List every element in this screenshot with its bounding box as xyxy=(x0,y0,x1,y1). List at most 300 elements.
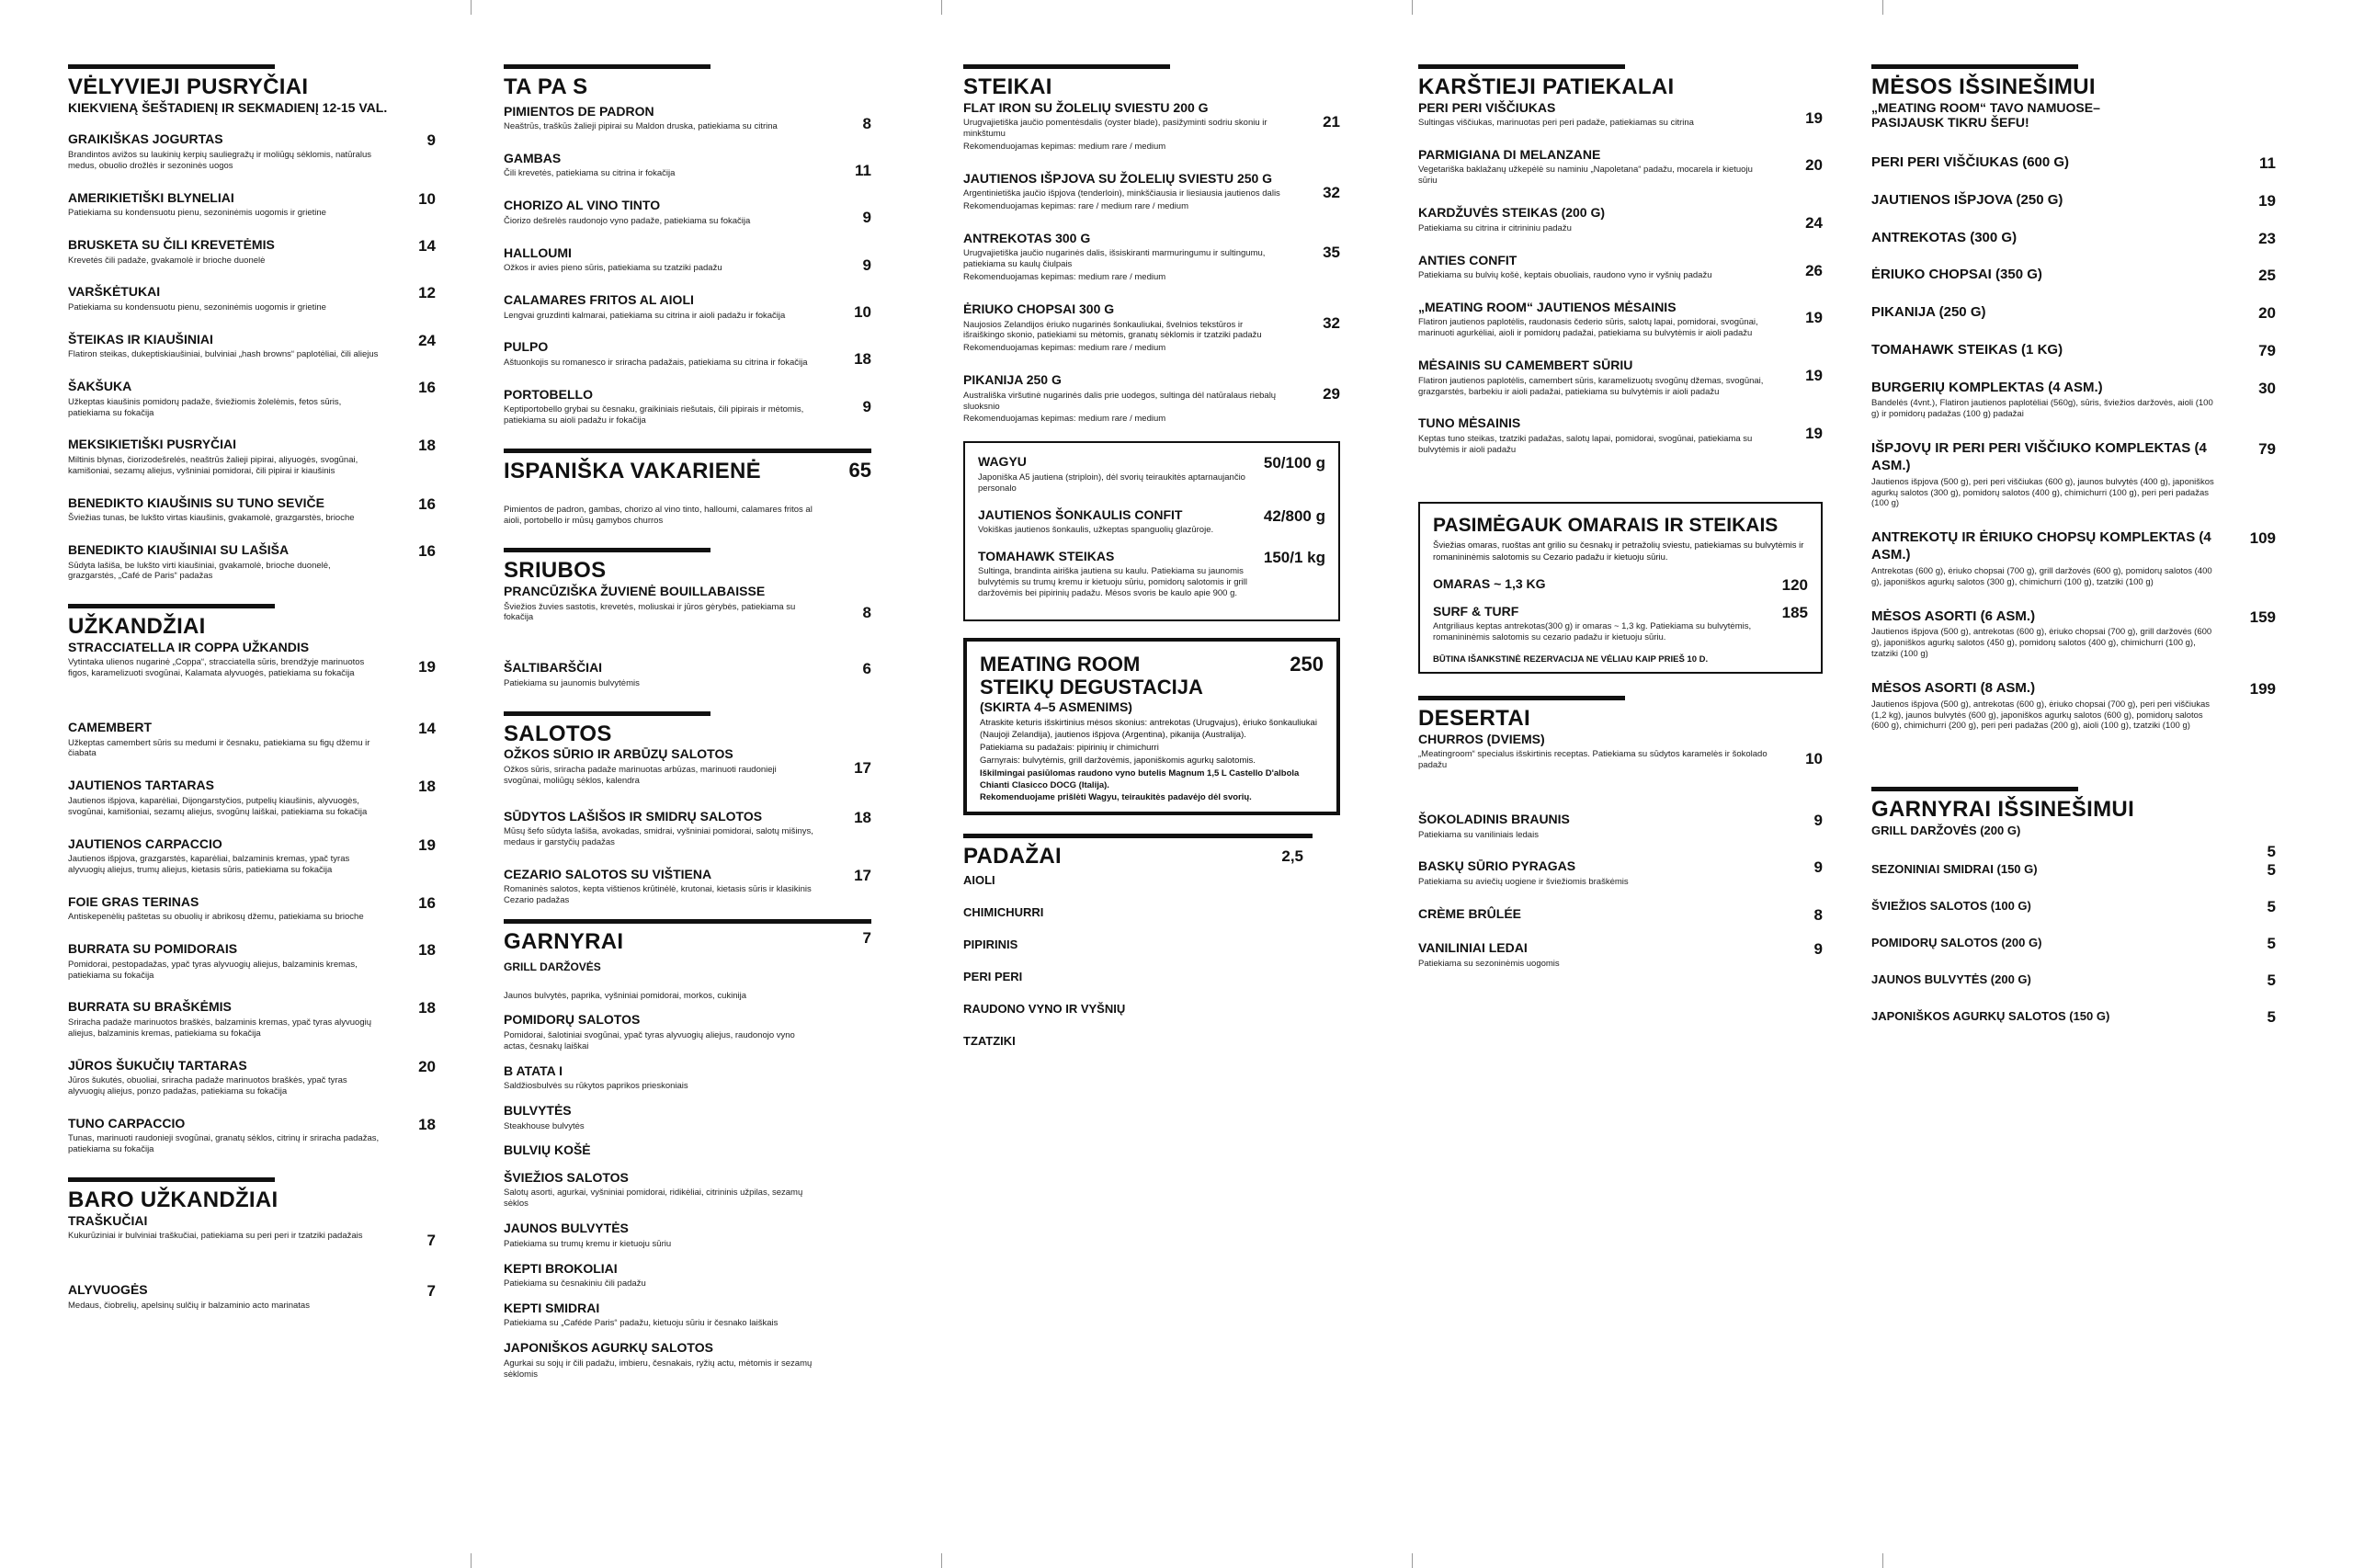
item-description: Patiekiama su sezoninėmis uogomis xyxy=(1418,958,1560,969)
section-divider xyxy=(1418,696,1625,700)
premium-steaks-list xyxy=(978,454,1325,599)
item-name: BULVYTĖS xyxy=(504,1103,572,1119)
item-price: 16 xyxy=(418,542,436,561)
item-description: Bandelės (4vnt.), Flatiron jautienos paplotėliai (560g), sūris, šviežios daržovės, aioli (100 g) ir pomidorų padažas (100 g) padažai xyxy=(1871,398,2213,420)
menu-item xyxy=(504,459,871,526)
menu-item xyxy=(68,131,436,171)
section-title: SALOTOS xyxy=(504,721,612,746)
item-name: PIKANIJA (250 G) xyxy=(1871,304,1986,321)
menu-item xyxy=(68,999,436,1039)
section-salads xyxy=(504,711,871,906)
tasting-header xyxy=(980,653,1324,699)
item-price: 18 xyxy=(418,437,436,455)
menu-item xyxy=(68,894,436,923)
section-divider xyxy=(504,449,871,453)
item-price: 18 xyxy=(418,941,436,960)
item-price: 19 xyxy=(418,835,436,854)
section-brunch xyxy=(68,64,436,582)
item-name: VANILINIAI LEDAI xyxy=(1418,940,1528,956)
menu-item xyxy=(1871,304,2276,322)
section-sides xyxy=(504,919,871,1381)
item-price: 24 xyxy=(418,331,436,349)
section-divider xyxy=(1871,787,2078,791)
item-price: 159 xyxy=(2249,608,2276,626)
section-divider xyxy=(504,64,710,69)
menu-item xyxy=(1871,342,2276,359)
item-description: Romaninės salotos, kepta vištienos krūtinėlė, krutonai, kietasis sūris ir klasikinis Cezario padažas xyxy=(504,884,812,906)
tasting-text: Patiekiama su padažais: pipirinių ir chimichurri xyxy=(980,743,1159,754)
desserts-list xyxy=(1418,812,1823,970)
item-price: 2,5 xyxy=(1281,847,1303,866)
item-description: Lengvai gruzdinti kalmarai, patiekiama su citrina ir aioli padažu ir fokačija xyxy=(504,310,786,321)
item-name: ŠALTIBARŠČIAI xyxy=(504,660,603,676)
item-name: OMARAS ~ 1,3 KG xyxy=(1433,576,1546,592)
item-price: 26 xyxy=(1805,261,1823,279)
item-name: ŠVIEŽIOS SALOTOS (100 G) xyxy=(1871,898,2031,913)
item-price: 7 xyxy=(426,1282,436,1301)
item-description: Medaus, čiobrelių, apelsinų sulčių ir balzaminio acto marinatas xyxy=(68,1300,310,1311)
item-name: AMERIKIETIŠKI BLYNELIAI xyxy=(68,189,234,205)
menu-item xyxy=(1433,576,1808,593)
section-spanish-dinner xyxy=(504,449,871,526)
section-desserts xyxy=(1418,696,1823,969)
item-name: GRILL DARŽOVĖS xyxy=(504,960,601,973)
menu-item xyxy=(1871,154,2276,172)
menu-item xyxy=(1871,440,2276,509)
item-price: 14 xyxy=(418,720,436,738)
item-description: Jautienos išpjova, grazgarstės, kaparėliai, balzaminis kremas, ypač tyras alyvuogių aliejus, trumų aliejus, kietasis sūris, patiekiama su fokačija xyxy=(68,854,350,875)
sauce-item: RAUDONO VYNO IR VYŠNIŲ xyxy=(963,1001,1126,1016)
item-description: Patiekiama su česnakiniu čili padažu xyxy=(504,1278,646,1290)
item-name: CAMEMBERT xyxy=(68,720,152,735)
item-price: 8 xyxy=(862,114,871,132)
item-name: ALYVUOGĖS xyxy=(68,1282,148,1298)
item-cooking: Rekomenduojamas kepimas: medium rare / medium xyxy=(963,272,1166,283)
salads-list xyxy=(504,809,871,907)
item-name: JAUTIENOS IŠPJOVA (250 G) xyxy=(1871,191,2063,208)
menu-item xyxy=(68,1116,436,1155)
item-price: 5 xyxy=(2267,934,2276,952)
item-name: WAGYU xyxy=(978,454,1027,470)
menu-item xyxy=(68,332,436,360)
item-name: ANTIES CONFIT xyxy=(1418,252,1518,267)
item-name: BENEDIKTO KIAUŠINIAI SU LAŠIŠA xyxy=(68,542,290,558)
item-cooking: Rekomenduojamas kepimas: medium rare / medium xyxy=(963,343,1166,354)
item-name: IŠPJOVŲ IR PERI PERI VIŠČIUKO KOMPLEKTAS (4 ASM.) xyxy=(1871,440,2207,473)
item-name: PIKANIJA 250 G xyxy=(963,372,1062,388)
item-price: 32 xyxy=(1323,183,1340,201)
item-description: Mūsų šefo sūdyta lašiša, avokadas, smidrai, vyšniniai pomidorai, salotų mišinys, medaus ir garstyčių padažas xyxy=(504,826,813,847)
menu-item xyxy=(504,151,871,179)
item-price: 5 xyxy=(2267,842,2276,860)
item-name: BENEDIKTO KIAUŠINIS SU TUNO SEVIČE xyxy=(68,494,325,510)
item-name: SŪDYTOS LAŠIŠOS IR SMIDRŲ SALOTOS xyxy=(504,808,763,824)
item-name: KEPTI SMIDRAI xyxy=(504,1300,600,1315)
item-description: Patiekiama su „Caféde Paris“ padažu, kietuoju sūriu ir česnako laiškais xyxy=(504,1318,779,1329)
menu-item xyxy=(1418,100,1823,129)
section-title: VĖLYVIEJI PUSRYČIAI xyxy=(68,74,309,99)
menu-item xyxy=(504,1301,871,1329)
item-description: Jautienos išpjova, kaparėliai, Dijongarstyčios, putpelių kiaušinis, alyvuogės, svogūnai, kamišoniai, sezamų aliejus, svogūnų laiškai, patiekiama su fokačija xyxy=(68,795,368,817)
menu-item xyxy=(963,301,1340,354)
item-price: 18 xyxy=(854,808,871,826)
tasting-title: MEATING ROOM xyxy=(980,653,1141,676)
item-price: 9 xyxy=(426,131,436,150)
section-divider xyxy=(504,548,710,552)
item-name: BURGERIŲ KOMPLEKTAS (4 ASM.) xyxy=(1871,379,2103,395)
crop-mark xyxy=(471,0,472,15)
item-name: MĖSOS ASORTI (8 ASM.) xyxy=(1871,679,2036,696)
item-name: HALLOUMI xyxy=(504,244,572,260)
item-name: ANTREKOTAS (300 G) xyxy=(1871,229,2018,245)
item-name: BRUSKETA SU ČILI KREVETĖMIS xyxy=(68,237,275,253)
menu-item xyxy=(68,778,436,817)
item-description: Kukurūziniai ir bulviniai traškučiai, patiekiama su peri peri ir tzatziki padažais xyxy=(68,1231,363,1242)
item-price: 35 xyxy=(1323,243,1340,261)
section-title: PADAŽAI xyxy=(963,844,1062,869)
item-price: 18 xyxy=(418,778,436,796)
menu-item xyxy=(504,245,871,274)
item-description: Jautienos išpjova (500 g), antrekotas (600 g), ėriuko chopsai (700 g), grill daržovės (600 g), japoniškos agurkų salotos (450 g), pomidorų salotos (400 g), chimichurri (100 g), tzatziki (100 g) xyxy=(1871,627,2212,660)
section-divider xyxy=(1418,64,1625,69)
section-title: KARŠTIEJI PATIEKALAI xyxy=(1418,74,1675,99)
menu-item xyxy=(504,387,871,426)
item-price: 5 xyxy=(2267,971,2276,989)
item-name: CHURROS (DVIEMS) xyxy=(1418,731,1545,746)
menu-item xyxy=(963,100,1340,153)
menu-item xyxy=(963,844,1340,869)
menu-item xyxy=(68,1212,436,1249)
section-divider xyxy=(504,919,871,924)
item-name: JAUTIENOS TARTARAS xyxy=(68,778,214,793)
section-title: STEIKAI xyxy=(963,74,1052,99)
menu-item xyxy=(504,1012,871,1051)
item-name: JAUTIENOS IŠPJOVA SU ŽOLELIŲ SVIESTU 250 G xyxy=(963,170,1273,186)
item-description: Krevetės čili padaže, gvakamolė ir brioche duonelė xyxy=(68,255,266,266)
item-name: SURF & TURF xyxy=(1433,603,1519,619)
item-price: 10 xyxy=(854,303,871,322)
crop-mark xyxy=(1882,0,1883,15)
column-4 xyxy=(1418,64,1823,992)
menu-item xyxy=(1418,812,1823,840)
item-name: ANTREKOTŲ IR ĖRIUKO CHOPSŲ KOMPLEKTAS (4 ASM.) xyxy=(1871,529,2211,563)
item-name: TOMAHAWK STEIKAS (1 KG) xyxy=(1871,341,2063,358)
item-name: POMIDORŲ SALOTOS (200 G) xyxy=(1871,935,2042,949)
item-description: Naujosios Zelandijos ėriuko nugarinės šonkauliukai, švelnios tekstūros ir išraiškingo skonio, patiekiami su mėtomis, granatų sėklomis ir tzatziki padažu xyxy=(963,319,1262,341)
item-description: Patiekiama su bulvių košė, keptais obuoliais, raudono vyno ir vyšnių padažu xyxy=(1418,270,1712,281)
menu-item xyxy=(68,237,436,266)
item-description: Pomidorai, pestopadažas, ypač tyras alyvuogių aliejus, balzaminis kremas, patiekiama su fokačija xyxy=(68,959,358,981)
item-price: 18 xyxy=(418,999,436,1017)
takeaway-sides-list xyxy=(1871,860,2276,1026)
tasting-subtitle: (SKIRTA 4–5 ASMENIMS) xyxy=(980,699,1132,714)
section-title: MĖSOS IŠSINEŠIMUI xyxy=(1871,74,2096,99)
item-price: 14 xyxy=(418,237,436,256)
section-title: DESERTAI xyxy=(1418,706,1530,732)
item-price: 11 xyxy=(855,161,871,179)
section-bar-snacks xyxy=(68,1177,436,1311)
item-price: 9 xyxy=(862,256,871,274)
item-price: 10 xyxy=(1805,749,1823,767)
menu-item xyxy=(68,1282,436,1311)
menu-item xyxy=(504,1103,871,1131)
section-title: SRIUBOS xyxy=(504,558,607,584)
item-price: 185 xyxy=(1781,603,1808,621)
menu-item xyxy=(978,454,1325,494)
item-description: Sultinga, brandinta airiška jautiena su kaulu. Patiekiama su jaunomis bulvytėmis su trumų kremu ir kietuoju sūriu, pomidorų salotomis ir grill daržovėmis bei pipirinių padažu. Mėsos svoris be kaulo apie 900 g. xyxy=(978,566,1248,599)
menu-item xyxy=(68,720,436,759)
menu-item xyxy=(504,1340,871,1380)
item-description: Ožkos ir avies pieno sūris, patiekiama su tzatziki padažu xyxy=(504,263,722,274)
section-snacks xyxy=(68,604,436,1155)
item-cooking: Rekomenduojamas kepimas: rare / medium rare / medium xyxy=(963,201,1188,212)
section-subtitle: KIEKVIENĄ ŠEŠTADIENĮ IR SEKMADIENĮ 12-15 VAL. xyxy=(68,99,388,115)
column-3 xyxy=(963,64,1340,1070)
item-name: CEZARIO SALOTOS SU VIŠTIENA xyxy=(504,866,712,881)
item-name: ANTREKOTAS 300 G xyxy=(963,230,1091,245)
section-hot-dishes xyxy=(1418,64,1823,456)
tasting-text: Iškilmingai pasiūlomas raudono vyno butelis Magnum 1,5 L Castello D'albola Chianti Clasicco DOCG (Italija). xyxy=(980,767,1300,790)
item-description: Čiorizo dešrelės raudonojo vyno padaže, patiekiama su fokačija xyxy=(504,215,751,226)
item-price: 9 xyxy=(862,397,871,415)
menu-item xyxy=(504,1261,871,1290)
section-subtitle: „MEATING ROOM“ TAVO NAMUOSE– xyxy=(1871,99,2100,115)
menu-item xyxy=(504,1142,871,1159)
item-name: „MEATING ROOM“ JAUTIENOS MĖSAINIS xyxy=(1418,299,1677,314)
item-description: Antrekotas (600 g), ėriuko chopsai (700 g), grill daržovės (600 g), pomidorų salotos (400 g), japoniškos agurkų salotos (300 g), chimichurri (100 g), tzatziki (100 g) xyxy=(1871,565,2212,587)
item-description: Keptiportobello grybai su česnaku, graikiniais riešutais, čili pipirais ir mėtomis, patiekiama su aioli padažu ir fokačija xyxy=(504,404,804,426)
takeaway-list xyxy=(1871,154,2276,732)
sauce-item: TZATZIKI xyxy=(963,1033,1016,1048)
menu-item xyxy=(68,437,436,476)
sauce-item: PERI PERI xyxy=(963,969,1023,983)
item-name: PERI PERI VIŠČIUKAS xyxy=(1418,99,1556,115)
item-price: 19 xyxy=(2258,191,2276,210)
item-price: 29 xyxy=(1323,385,1340,403)
item-price: 150/1 kg xyxy=(1263,548,1325,566)
item-name: PIMIENTOS DE PADRON xyxy=(504,103,654,119)
item-description: Japoniška A5 jautiena (striploin), dėl svorių teiraukitės aptarnaujančio personalo xyxy=(978,472,1245,494)
item-description: Patiekiama su kondensuotu pienu, sezoninėmis uogomis ir grietine xyxy=(68,208,326,219)
menu-item xyxy=(1871,529,2276,587)
section-divider xyxy=(504,711,710,716)
item-name: JAUTIENOS ŠONKAULIS CONFIT xyxy=(978,506,1183,522)
section-tapas xyxy=(504,64,871,426)
item-description: Antgriliaus keptas antrekotas(300 g) ir omaras ~ 1,3 kg. Patiekiama su bulvytėmis, romanininėmis salotomis su cezario padažu ir kietuoju sūriu. xyxy=(1433,621,1752,643)
menu-item xyxy=(1871,267,2276,284)
menu-item xyxy=(1418,858,1823,887)
menu-item xyxy=(1418,906,1823,923)
item-name: BASKŲ SŪRIO PYRAGAS xyxy=(1418,858,1576,874)
item-description: Agurkai su sojų ir čili padažu, imbieru, česnakais, ryžių actu, mėtomis ir sezamų sėklomis xyxy=(504,1358,813,1380)
item-cooking: Rekomenduojamas kepimas: medium rare / medium xyxy=(963,414,1166,425)
item-price: 9 xyxy=(862,209,871,227)
item-description: Flatiron jautienos paplotėlis, camembert sūris, karamelizuotų svogūnų džemas, svogūnai, grazgarstės, barbekiu ir aioli padažai, patiekiama su bulvytėmis ir aioli padažu xyxy=(1418,375,1764,397)
item-name: ŠVIEŽIOS SALOTOS xyxy=(504,1169,629,1185)
item-price: 19 xyxy=(1805,367,1823,385)
item-description: Jaunos bulvytės, paprika, vyšniniai pomidorai, morkos, cukinija xyxy=(504,990,747,1001)
menu-item xyxy=(504,198,871,226)
menu-item xyxy=(1433,604,1808,643)
item-description: Saldžiosbulvės su rūkytos paprikos prieskoniais xyxy=(504,1081,688,1092)
tapas-list xyxy=(504,104,871,427)
item-description: Neaštrūs, traškūs žalieji pipirai su Maldon druska, patiekiama su citrina xyxy=(504,121,778,132)
menu-item xyxy=(1871,192,2276,210)
crop-mark xyxy=(1412,1553,1413,1568)
item-description: Flatiron steikas, dukeptiskiaušiniai, bulviniai „hash browns“ paplotėliai, čili aliejus xyxy=(68,349,379,360)
item-description: Argentinietiška jaučio išpjova (tenderloin), minkščiausia ir liesiausia jautienos dalis xyxy=(963,188,1280,199)
menu-item xyxy=(504,339,871,368)
crop-mark xyxy=(1882,1553,1883,1568)
item-price: 8 xyxy=(1813,905,1823,924)
section-title: GARNYRAI xyxy=(504,929,624,954)
item-description: Tunas, marinuoti raudonieji svogūnai, granatų sėklos, citrinų ir sriracha padažas, patiekiama su fokačija xyxy=(68,1133,380,1155)
item-description: Urugvajietiška jaučio nugarinės dalis, išsiskiranti marmuringumu ir sultingumu, patiekiama su kaulų čiulpais xyxy=(963,248,1266,270)
section-subtitle: PASIJAUSK TIKRU ŠEFU! xyxy=(1871,115,2029,131)
item-name: TUNO MĖSAINIS xyxy=(1418,415,1521,431)
item-name: STRACCIATELLA IR COPPA UŽKANDIS xyxy=(68,639,310,654)
item-description: Sriracha padaže marinuotos braškės, balzaminis kremas, ypač tyras alyvuogių aliejus, balzaminis kremas, patiekiama su fokačija xyxy=(68,1017,372,1039)
crop-mark xyxy=(941,1553,942,1568)
item-price: 10 xyxy=(418,189,436,208)
item-name: BURRATA SU BRAŠKĖMIS xyxy=(68,999,232,1015)
item-price: 16 xyxy=(418,379,436,397)
section-soups xyxy=(504,548,871,688)
lobster-description: Šviežias omaras, ruoštas ant grilio su česnakų ir petražolių sviestu, patiekiamas su bulvytėmis ir romanininėmis salotomis su Cezario padažu ir kietuoju sūriu. xyxy=(1433,540,1804,562)
tasting-text: Garnyrais: bulvytėmis, grill daržovėmis, japoniškomis agurkų salotomis. xyxy=(980,755,1256,766)
tasting-text: Atraskite keturis išskirtinius mėsos skonius: antrekotas (Urugvajus), ėriuko šonkauliukai (Naujoji Zelandija), jautienos išpjova (Argentina), pikanija (Australija). xyxy=(980,718,1317,741)
item-name: CALAMARES FRITOS AL AIOLI xyxy=(504,292,694,308)
menu-item xyxy=(504,660,871,688)
tasting-text: Rekomenduojame prišlėti Wagyu, teiraukitės padavėjo dėl svorių. xyxy=(980,792,1252,803)
item-description: Ožkos sūris, sriracha padaže marinuotas arbūzas, marinuoti raudonieji svogūnai, moliūgų sėklos, kalendra xyxy=(504,764,777,786)
item-name: PORTOBELLO xyxy=(504,386,593,402)
snacks-list xyxy=(68,720,436,1155)
menu-item xyxy=(1871,380,2276,421)
item-description: Patiekiama su aviečių uogiene ir šviežiomis braškėmis xyxy=(1418,876,1629,887)
item-cooking: Rekomenduojamas kepimas: medium rare / medium xyxy=(963,141,1166,152)
item-price: 9 xyxy=(1813,940,1823,959)
menu-item xyxy=(68,284,436,312)
section-title: GARNYRAI IŠSINEŠIMUI xyxy=(1871,797,2135,823)
tasting-box xyxy=(963,638,1340,815)
menu-item xyxy=(1418,300,1823,339)
item-price: 7 xyxy=(862,929,871,947)
menu-item xyxy=(1871,860,2276,879)
section-title: TA PA S xyxy=(504,74,588,99)
item-description: Aštuonkojis su romanesco ir sriracha padažais, patiekiama su citrina ir fokačija xyxy=(504,357,808,368)
menu-item xyxy=(68,379,436,418)
item-description: Patiekiama su trumų kremu ir kietuoju sūriu xyxy=(504,1238,672,1249)
menu-item xyxy=(1871,1007,2276,1026)
item-price: 9 xyxy=(1813,858,1823,877)
item-name: JAPONIŠKOS AGURKŲ SALOTOS xyxy=(504,1340,713,1356)
menu-item xyxy=(1871,934,2276,952)
item-name: BURRATA SU POMIDORAIS xyxy=(68,941,238,957)
item-description: Patiekiama su jaunomis bulvytėmis xyxy=(504,677,640,688)
item-description: Užkeptas camembert sūris su medumi ir česnaku, patiekiama su figų džemu ir čiabata xyxy=(68,737,370,759)
item-name: SEZONINIAI SMIDRAI (150 G) xyxy=(1871,861,2038,876)
item-description: Antiskepenėlių paštetas su obuolių ir abrikosų džemu, patiekiama su brioche xyxy=(68,912,364,923)
item-description: Brandintos avižos su laukinių kerpių sauliegražų ir moliūgų sėklomis, natūralus medus, obuolio drožlės ir sezoninės uogos xyxy=(68,149,372,171)
menu-item xyxy=(963,372,1340,425)
sauce-item: PIPIRINIS xyxy=(963,937,1018,951)
lobster-box xyxy=(1418,502,1823,675)
menu-item xyxy=(504,104,871,132)
menu-item xyxy=(1418,205,1823,233)
sides-list xyxy=(504,1012,871,1380)
item-price: 42/800 g xyxy=(1263,506,1325,525)
column-5 xyxy=(1871,64,2276,1045)
item-description: „Meatingroom“ specialus išskirtinis receptas. Patiekiama su sūdytos karamelės ir šokolado padažu xyxy=(1418,749,1768,771)
item-name: PARMIGIANA DI MELANZANE xyxy=(1418,146,1601,162)
menu-item xyxy=(504,929,871,955)
menu-item xyxy=(1418,253,1823,281)
soups-list xyxy=(504,660,871,688)
menu-item xyxy=(963,231,1340,283)
item-description: Šviežios žuvies sastotis, krevetės, moliuskai ir jūros gėrybės, patiekiama su fokačija xyxy=(504,601,796,623)
section-title: ISPANIŠKA VAKARIENĖ xyxy=(504,459,761,484)
item-price: 11 xyxy=(2259,154,2276,173)
menu-item xyxy=(504,292,871,321)
item-name: PULPO xyxy=(504,339,549,355)
bar-snacks-list xyxy=(68,1282,436,1311)
item-price: 17 xyxy=(854,759,871,778)
item-price: 20 xyxy=(418,1057,436,1075)
menu-item xyxy=(504,960,871,1002)
item-description: Steakhouse bulvytės xyxy=(504,1120,585,1131)
section-takeaway-meat xyxy=(1871,64,2276,732)
item-name: FOIE GRAS TERINAS xyxy=(68,893,199,909)
item-price: 18 xyxy=(854,350,871,369)
item-price: 109 xyxy=(2249,529,2276,548)
item-price: 8 xyxy=(862,604,871,622)
item-name: PERI PERI VIŠČIUKAS (600 G) xyxy=(1871,154,2070,171)
item-name: TUNO CARPACCIO xyxy=(68,1115,186,1131)
item-description: Flatiron jautienos paplotėlis, raudonasis čederio sūris, salotų lapai, pomidorai, svogūnai, marinuoti agurkėliai, aioli ir pomidorų padažai, patiekiama su bulvytėmis ir aioli padažu xyxy=(1418,317,1758,339)
section-divider xyxy=(1871,64,2078,69)
item-name: ĖRIUKO CHOPSAI (350 G) xyxy=(1871,267,2042,283)
item-name: JAUNOS BULVYTĖS (200 G) xyxy=(1871,971,2031,986)
sauces-list xyxy=(963,873,1340,1048)
item-name: CRÈME BRÛLÉE xyxy=(1418,905,1522,921)
menu-item xyxy=(68,542,436,582)
item-description: Australiška viršutinė nugarinės dalis prie uodegos, sultinga dėl natūralaus riebalų sluoksnio xyxy=(963,390,1277,412)
item-description: Pomidorai, šalotiniai svogūnai, ypač tyras alyvuogių aliejus, raudonojo vyno actas, česnakų laiškai xyxy=(504,1029,795,1051)
item-name: B ATATA I xyxy=(504,1062,563,1078)
item-name: CHORIZO AL VINO TINTO xyxy=(504,198,661,213)
lobster-title: PASIMĖGAUK OMARAIS IR STEIKAIS xyxy=(1433,514,1779,536)
item-price: 16 xyxy=(418,494,436,513)
item-name: JAPONIŠKOS AGURKŲ SALOTOS (150 G) xyxy=(1871,1008,2110,1023)
item-name: OŽKOS SŪRIO IR ARBŪZŲ SALOTOS xyxy=(504,746,733,762)
premium-steaks-box xyxy=(963,441,1340,621)
menu-item xyxy=(1871,608,2276,660)
item-price: 19 xyxy=(1805,108,1823,127)
section-title: BARO UŽKANDŽIAI xyxy=(68,1187,278,1213)
menu-item xyxy=(1418,147,1823,187)
item-price: 18 xyxy=(418,1115,436,1133)
item-price: 21 xyxy=(1323,112,1340,131)
item-description: Vegetariška baklažanų užkepėlė su naminiu „Napoletana“ padažu, mocarela ir kietuoju sūriu xyxy=(1418,165,1753,187)
item-name: GRILL DARŽOVĖS (200 G) xyxy=(1871,823,2021,837)
item-name: ĖRIUKO CHOPSAI 300 G xyxy=(963,301,1115,317)
sauce-item: CHIMICHURRI xyxy=(963,904,1044,919)
item-name: TOMAHAWK STEIKAS xyxy=(978,548,1115,563)
column-2 xyxy=(504,64,871,1403)
section-divider xyxy=(68,604,275,608)
item-price: 79 xyxy=(2258,341,2276,359)
